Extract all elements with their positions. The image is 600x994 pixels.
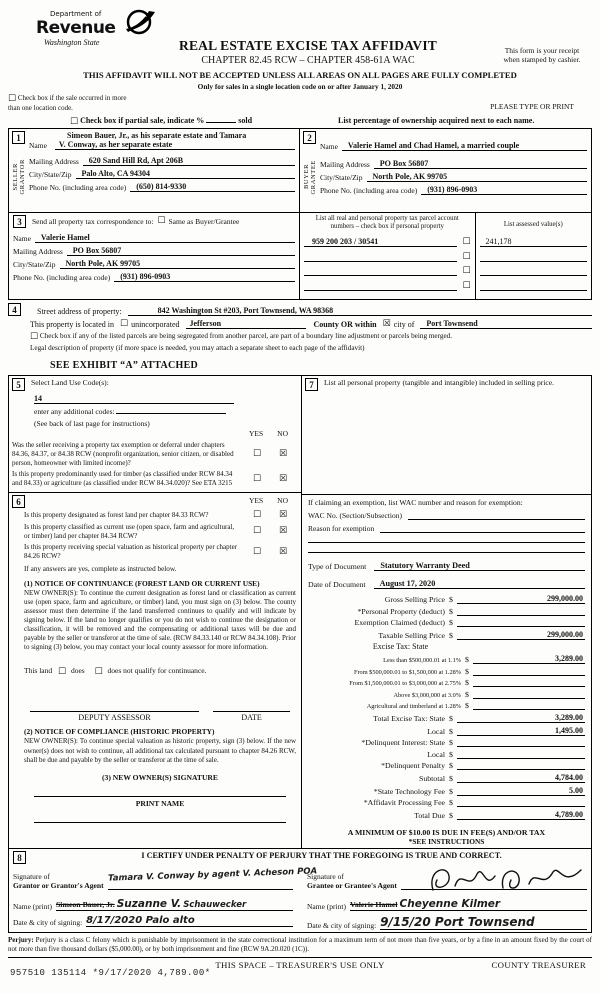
current-use-no-checkbox: ☒ xyxy=(278,526,288,536)
amount-label: *Personal Property (deduct) xyxy=(357,606,445,616)
grantee-name-print-label: Name (print) xyxy=(307,901,346,911)
section-2-number: 2 xyxy=(303,131,316,144)
parcels-header: List all real and personal property tax parcel account numbers – check box if personal property xyxy=(315,215,459,231)
street-address-value: 842 Washington St #203, Port Townsend, WA 98368 xyxy=(128,306,592,316)
amount-value: 3,289.00 xyxy=(457,713,585,723)
form-header xyxy=(8,6,592,128)
land-use-title: Select Land Use Code(s): xyxy=(31,378,109,387)
segregated-label: Check box if any of the listed parcels are being segregated from another parcel, are part of a boundary line adjustment or parcels being merged. xyxy=(39,332,453,340)
new-owners-signature-label: (3) NEW OWNER(S) SIGNATURE xyxy=(102,772,218,782)
grantor-name-handwriting-2: Schauwecker xyxy=(183,899,247,910)
seller-addr-label: Mailing Address xyxy=(29,157,79,166)
see-instructions-note: *SEE INSTRUCTIONS xyxy=(408,836,485,846)
seller-section xyxy=(9,129,300,213)
warning-line: THIS AFFIDAVIT WILL NOT BE ACCEPTED UNLESS ALL AREAS ON ALL PAGES ARE FULLY COMPLETED xyxy=(83,70,517,80)
grantee-name-handwriting: Cheyenne Kilmer xyxy=(399,897,501,910)
assessed-value: 241,178 xyxy=(480,237,587,247)
seller-name-label: Name xyxy=(29,141,47,150)
type-of-document-label: Type of Document xyxy=(308,562,367,571)
timber-yes-checkbox: ☐ xyxy=(252,473,262,484)
buyer-name-label: Name xyxy=(320,142,338,151)
revenue-swirl-icon xyxy=(122,8,156,38)
yes-header: YES xyxy=(248,429,264,438)
grantor-name-struck: Simeon Bauer, Jr. xyxy=(55,899,115,909)
yes-header: YES xyxy=(248,495,264,505)
grantee-name-struck: Valerie Hamel xyxy=(349,899,398,909)
timber-no-checkbox: ☒ xyxy=(278,473,288,484)
does-not-label: does not qualify for continuance. xyxy=(107,666,207,676)
buyer-phone-value: (931) 896-0903 xyxy=(421,185,587,195)
assessed-header: List assessed value(s) xyxy=(503,221,563,228)
buyer-name-value: Valerie Hamel and Chad Hamel, a married couple xyxy=(342,141,587,151)
street-address-label: Street address of property: xyxy=(37,307,122,316)
corr-addr-value: PO Box 56807 xyxy=(67,246,295,256)
this-land-label: This land xyxy=(24,666,53,676)
multi-location-label: Check box if the sale occurred in more than one location code. xyxy=(8,94,127,112)
amount-label: *Delinquent Penalty xyxy=(381,761,445,771)
amount-label: Taxable Selling Price xyxy=(378,630,445,640)
section-1-number: 1 xyxy=(12,131,25,144)
amount-value: 1,495.00 xyxy=(457,726,585,736)
located-in-label: This property is located in xyxy=(30,320,114,329)
partial-sale-percent-blank xyxy=(206,122,236,123)
amount-value xyxy=(457,738,585,747)
grantee-signature-of-label: Signature of xyxy=(307,871,344,881)
amounts-table: Gross Selling Price $ 299,000.00 *Personal Property (deduct) $ Exemption Claimed (deduct) $ Taxable Selling Price $ 299,000.00 Excise Tax: State Less than $500,000.01 at 1.1% $ 3,289.00 From $500,000.01 to $1,500,000 at 1.28% $ From $1,500,000.01 to $3,000,000 at 2.75% $ Above $3,000,000 at 3.0% $ Agricultural and timberland at 1.28% $ Total Excise Tax: State $ 3,289.00 Local $ 1,495.00 *Delinquent Interest: State $ Local $ *Delinquent Penalty $ Subtotal $ 4,784.00 *State Technology Fee $ 5.00 *Affidavit Processing Fee $ Total Due $ 4,789.00 xyxy=(308,594,585,820)
county-treasurer-label: COUNTY TREASURER xyxy=(491,959,586,970)
buyer-phone-label: Phone No. (including area code) xyxy=(320,186,418,195)
form-subtitle: CHAPTER 82.45 RCW – CHAPTER 458-61A WAC xyxy=(201,55,415,66)
parcel-number: 959 200 203 / 30541 xyxy=(304,237,457,247)
treasurer-space-label: THIS SPACE – TREASURER'S USE ONLY xyxy=(215,959,385,970)
deputy-date-label: DATE xyxy=(213,711,290,722)
city-of-label: city of xyxy=(393,320,415,329)
amount-value xyxy=(457,618,585,627)
exemption-question: Was the seller receiving a property tax exemption or deferral under chapters 84.36, 84.37, or 84.38 RCW (nonprofit organization, senior citizen, or disabled person, homeowner with limited income)? xyxy=(12,441,234,467)
corr-csz-label: City/State/Zip xyxy=(13,260,56,269)
new-owners-signature-line xyxy=(34,796,286,797)
notice-continuance-title: (1) NOTICE OF CONTINUANCE (FOREST LAND OR CURRENT USE) xyxy=(24,578,260,588)
section-6-number: 6 xyxy=(12,495,25,508)
amount-value xyxy=(473,678,585,687)
seller-side-label: SELLER xyxy=(11,163,19,191)
grantor-signature-of-label: Signature of xyxy=(13,871,50,881)
correspondence-section xyxy=(9,213,300,299)
corr-phone-label: Phone No. (including area code) xyxy=(13,273,111,282)
segregated-checkbox: ☐ xyxy=(30,332,39,342)
multi-location-checkbox: ☐ xyxy=(8,94,17,104)
seller-csz-value: Palo Alto, CA 94304 xyxy=(76,169,296,179)
parties-box xyxy=(8,128,592,300)
amount-value xyxy=(473,690,585,699)
buyer-addr-value: PO Box 56807 xyxy=(374,159,587,169)
corr-name-value: Valerie Hamel xyxy=(35,233,295,243)
forest-land-section xyxy=(9,492,301,827)
parcel-number xyxy=(304,282,457,291)
receipt-note: This form is your receipt when stamped by cashier. xyxy=(503,46,581,65)
land-use-code-value: 14 xyxy=(34,394,234,404)
if-any-yes-note: If any answers are yes, complete as instructed below. xyxy=(24,564,177,573)
logo-dept-text: Department of xyxy=(50,10,102,18)
amount-label: Exemption Claimed (deduct) xyxy=(354,618,445,628)
dor-logo xyxy=(36,10,115,47)
amount-value xyxy=(457,607,585,616)
cashier-stamp: 957510 135114 *9/17/2020 4,789.00* xyxy=(10,967,211,978)
minimum-fee-note: A MINIMUM OF $10.00 IS DUE IN FEE(S) AND/OR TAX xyxy=(347,827,546,837)
assessed-value xyxy=(480,253,587,262)
financial-section xyxy=(302,376,591,848)
seller-csz-label: City/State/Zip xyxy=(29,170,72,179)
amount-value: 299,000.00 xyxy=(457,630,585,640)
amount-label: Subtotal xyxy=(419,773,445,783)
buyer-csz-label: City/State/Zip xyxy=(320,173,363,182)
timber-question: Is this property predominantly used for timber (as classified under RCW 84.34 and 84.33) or agriculture (as classified under RCW 84.34.020)? See ETA 3215 xyxy=(12,470,233,487)
logo-state-text: Washington State xyxy=(44,38,100,47)
grantee-signature-scrawl xyxy=(425,864,585,894)
buyer-csz-value: North Pole, AK 99705 xyxy=(367,172,588,182)
city-value: Port Townsend xyxy=(420,319,592,329)
seller-name-line1: Simeon Bauer, Jr., as his separate estate and Tamara xyxy=(67,131,247,140)
print-name-label: PRINT NAME xyxy=(135,798,185,808)
notice-continuance-body: NEW OWNER(S): To continue the current designation as forest land or classification as current use (open space, farm and agriculture, or timber) land, you must sign on (3) below. The county assessor must then determine if the land transferred continues to qualify and will indicate by signing below. If the land no longer qualifies or you do not wish to continue the designation or classification, it will be removed and the compensating or additional taxes will be due and payable by the seller or transferor at the time of sale. (RCW 84.33.140 or RCW 84.34.108). Prior to signing (3) below, you may contact your local county assessor for more information. xyxy=(24,588,296,652)
no-header: NO xyxy=(277,495,288,505)
forest-yes-checkbox: ☐ xyxy=(252,509,262,520)
forest-land-question: Is this property designated as forest land per chapter 84.33 RCW? xyxy=(24,510,209,519)
amount-value: 4,784.00 xyxy=(457,773,585,783)
type-of-document-value: Statutory Warranty Deed xyxy=(374,561,585,571)
does-not-checkbox: ☐ xyxy=(94,667,103,678)
unincorporated-checkbox: ☐ xyxy=(119,319,129,329)
buyer-addr-label: Mailing Address xyxy=(320,160,370,169)
current-use-yes-checkbox: ☐ xyxy=(252,526,262,536)
land-use-section xyxy=(9,376,301,492)
reason-exemption-label: Reason for exemption xyxy=(308,524,375,533)
property-location-section xyxy=(8,303,592,371)
grantor-agent-label: Grantor or Grantor's Agent xyxy=(13,880,104,890)
grantor-name-handwriting: Suzanne V. xyxy=(116,897,182,910)
amount-label: From $1,500,000.01 to $3,000,000 at 2.75% xyxy=(349,680,461,688)
same-as-buyer-label: Same as Buyer/Grantee xyxy=(168,217,240,226)
perjury-note xyxy=(8,936,592,954)
perjury-text: Perjury is a class C felony which is punishable by imprisonment in the state correctional institution for a maximum term of not more than five years, or by a fine in an amount fixed by the court of not more than five thousand dollars ($5,000.00), or by both imprisonment and fine (RCW 9A.20.020 (1C)). xyxy=(8,935,593,953)
historical-yes-checkbox: ☐ xyxy=(252,546,262,557)
grantee-side-label: GRANTEE xyxy=(309,159,317,195)
section-7-number: 7 xyxy=(305,378,318,391)
corr-name-label: Name xyxy=(13,234,31,243)
reason-exemption-blank xyxy=(380,524,585,533)
buyer-section xyxy=(300,129,591,213)
notice-compliance-title: (2) NOTICE OF COMPLIANCE (HISTORIC PROPERTY) xyxy=(24,727,215,737)
parcel-personal-checkbox: ☐ xyxy=(462,280,471,291)
amount-label: From $500,000.01 to $1,500,000 at 1.28% xyxy=(353,668,461,676)
amount-value: 299,000.00 xyxy=(457,594,585,604)
grantor-date-city-label: Date & city of signing: xyxy=(13,917,83,927)
partial-sale-label: Check box if partial sale, indicate % xyxy=(80,116,205,125)
unincorporated-label: unincorporated xyxy=(131,320,180,329)
parcel-personal-checkbox: ☐ xyxy=(462,237,471,248)
amount-label: *Delinquent Interest: State xyxy=(361,738,445,748)
amount-value: 4,789.00 xyxy=(457,810,585,820)
assessed-value xyxy=(480,267,587,276)
see-back-note: (See back of last page for instructions) xyxy=(34,419,150,428)
amount-label: Local xyxy=(427,726,445,736)
deputy-assessor-label: DEPUTY ASSESSOR xyxy=(30,711,199,722)
amount-value xyxy=(457,761,585,770)
grantor-name-print-label: Name (print) xyxy=(13,901,52,911)
amount-label: *State Technology Fee xyxy=(373,786,445,796)
amount-value: 5.00 xyxy=(457,786,585,796)
exemption-intro: If claiming an exemption, list WAC number and reason for exemption: xyxy=(308,498,523,507)
corr-phone-value: (931) 896-0903 xyxy=(114,272,295,282)
additional-codes-blank xyxy=(116,413,226,414)
seller-name-line2: V. Conway, as her separate estate xyxy=(55,140,295,150)
current-use-question: Is this property classified as current use (open space, farm and agricultural, or timber) land per chapter 84.34 RCW? xyxy=(24,522,235,540)
amount-value xyxy=(457,798,585,807)
section-4-number: 4 xyxy=(8,303,21,316)
grantee-agent-label: Grantee or Grantee's Agent xyxy=(307,880,397,890)
logo-revenue-text: Revenue xyxy=(36,18,116,38)
does-checkbox: ☐ xyxy=(58,667,67,678)
historical-question: Is this property receiving special valuation as historical property per chapter 84.26 RCW? xyxy=(24,543,238,560)
section-3-number: 3 xyxy=(13,215,26,228)
grantee-date-city-label: Date & city of signing: xyxy=(307,920,377,930)
amount-label: Agricultural and timberland at 1.28% xyxy=(366,703,461,711)
parcel-number xyxy=(304,267,457,276)
does-label: does xyxy=(70,666,85,676)
amount-label: Total Excise Tax: State xyxy=(373,713,445,723)
correspondence-intro: Send all property tax correspondence to: xyxy=(32,217,154,226)
amount-label: Local xyxy=(427,749,445,759)
notice-compliance-body: NEW OWNER(S): To continue special valuation as historic property, sign (3) below. If the new owner(s) does not wish to continue, all additional tax calculated pursuant to chapter 84.26 RCW, shall be due and payable by the seller or transferor at the time of sale. xyxy=(24,737,296,764)
grantor-date-handwriting: 8/17/2020 Palo alto xyxy=(86,914,195,926)
seller-phone-label: Phone No. (including area code) xyxy=(29,183,127,192)
partial-sale-checkbox: ☐ xyxy=(70,117,79,127)
perjury-label: Perjury: xyxy=(8,935,34,944)
seller-phone-value: (650) 814-9330 xyxy=(130,182,295,192)
county-value: Jefferson xyxy=(186,319,306,329)
amount-label: Less than $500,000.01 at 1.1% xyxy=(383,656,461,664)
certify-statement: I CERTIFY UNDER PENALTY OF PERJURY THAT THE FOREGOING IS TRUE AND CORRECT. xyxy=(141,850,502,860)
ownership-note: List percentage of ownership acquired next to each name. xyxy=(338,116,535,125)
parcel-number xyxy=(304,253,457,262)
parcel-personal-checkbox: ☐ xyxy=(462,266,471,277)
no-header: NO xyxy=(277,429,288,438)
amount-value: 3,289.00 xyxy=(473,654,585,664)
corr-addr-label: Mailing Address xyxy=(13,247,63,256)
section-8-number: 8 xyxy=(13,851,26,864)
form-title: REAL ESTATE EXCISE TAX AFFIDAVIT xyxy=(179,38,437,53)
reason-blank-line xyxy=(308,552,585,553)
reason-blank-line xyxy=(308,542,585,543)
partial-sale-suffix: sold xyxy=(238,116,253,125)
exhibit-a-note: SEE EXHIBIT “A” ATTACHED xyxy=(50,360,199,371)
please-type-note: PLEASE TYPE OR PRINT xyxy=(490,102,574,111)
legal-description-label: Legal description of property (if more space is needed, you may attach a separate sheet to each page of the affidavit) xyxy=(30,344,365,352)
amount-value xyxy=(457,750,585,759)
corr-csz-value: North Pole, AK 99705 xyxy=(60,259,296,269)
city-checkbox: ☒ xyxy=(382,319,391,329)
treasurer-footer xyxy=(8,957,592,994)
wac-label: WAC No. (Section/Subsection) xyxy=(308,511,402,520)
buyer-side-label: BUYER xyxy=(302,164,310,190)
parcel-personal-checkbox: ☐ xyxy=(462,251,471,262)
amount-label: Above $3,000,000 at 3.0% xyxy=(393,691,461,699)
excise-tax-state-label: Excise Tax: State xyxy=(372,642,429,652)
county-or-label: County OR within xyxy=(313,320,377,329)
assessed-value xyxy=(480,282,587,291)
middle-columns xyxy=(8,375,592,849)
grantor-side-label: GRANTOR xyxy=(18,159,26,195)
grantee-date-handwriting: 9/15/20 Port Townsend xyxy=(380,914,535,929)
amount-value xyxy=(473,701,585,710)
amount-label: Gross Selling Price xyxy=(384,595,445,604)
wac-value-blank xyxy=(408,511,585,520)
only-for-line: Only for sales in a single location code on or after January 1, 2020 xyxy=(197,82,403,91)
exemption-yes-checkbox: ☐ xyxy=(252,448,262,459)
amount-label: Total Due xyxy=(414,810,445,820)
certification-section xyxy=(8,849,592,933)
same-as-buyer-checkbox: ☐ xyxy=(157,216,166,226)
grantor-signature-handwriting: Tamara V. Conway by agent V. Acheson POA xyxy=(107,866,317,884)
print-name-line xyxy=(34,822,286,823)
historical-no-checkbox: ☒ xyxy=(278,546,288,557)
date-of-document-label: Date of Document xyxy=(308,580,366,589)
personal-property-label: List all personal property (tangible and intangible) included in selling price. xyxy=(324,378,555,387)
amount-value xyxy=(473,667,585,676)
seller-addr-value: 620 Sand Hill Rd, Apt 206B xyxy=(83,156,295,166)
forest-no-checkbox: ☒ xyxy=(278,509,288,520)
exemption-no-checkbox: ☒ xyxy=(278,448,288,459)
amount-label: *Affidavit Processing Fee xyxy=(363,798,445,808)
additional-codes-label: enter any additional codes: xyxy=(34,407,115,416)
parcels-section xyxy=(300,213,591,299)
date-of-document-value: August 17, 2020 xyxy=(374,579,585,589)
section-5-number: 5 xyxy=(12,378,25,391)
